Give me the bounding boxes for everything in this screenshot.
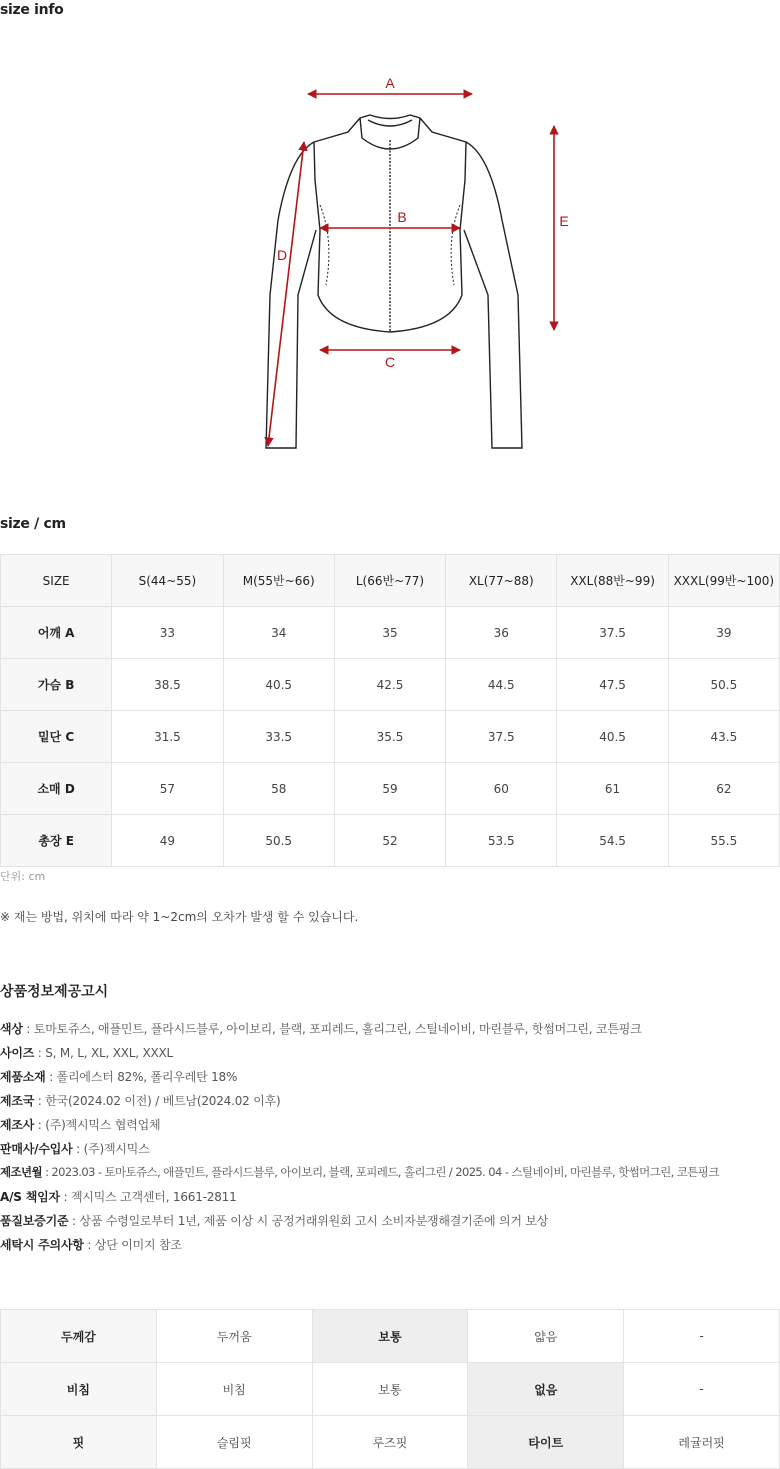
feel-label: 두께감 <box>1 1310 157 1363</box>
table-cell: 37.5 <box>446 711 557 763</box>
label-a: A <box>385 75 395 91</box>
feel-option: 두꺼움 <box>156 1310 312 1363</box>
table-cell: 36 <box>446 607 557 659</box>
table-cell: 39 <box>668 607 779 659</box>
table-cell: 58 <box>223 763 334 815</box>
table-row <box>1 815 780 867</box>
table-cell: 31.5 <box>112 711 223 763</box>
table-cell: 62 <box>668 763 779 815</box>
table-cell: 57 <box>112 763 223 815</box>
table-cell: 33.5 <box>223 711 334 763</box>
table-row <box>1 659 780 711</box>
table-cell: 35.5 <box>334 711 445 763</box>
notice-value: : 폴리에스터 82%, 폴리우레탄 18% <box>45 1070 238 1084</box>
measure-note: ※ 재는 방법, 위치에 따라 약 1~2cm의 오차가 발생 할 수 있습니다. <box>0 910 359 924</box>
size-header: M(55반~66) <box>223 555 334 607</box>
label-c: C <box>384 354 396 370</box>
size-header: XL(77~88) <box>446 555 557 607</box>
notice-value: : 2023.03 - 토마토쥬스, 애플민트, 플라시드블루, 아이보리, 블랙, 포피레드, 홀리그린 / 2025. 04 - 스틸네이비, 마린블루, 핫썸머그린, 코튼핑크 <box>42 1165 719 1179</box>
feel-option-selected: 없음 <box>468 1363 624 1416</box>
size-cm-title: size / cm <box>0 516 66 532</box>
table-row <box>1 607 780 659</box>
notice-value: : (주)젝시믹스 협력업체 <box>34 1118 161 1132</box>
feel-option: 비침 <box>156 1363 312 1416</box>
table-cell: 34 <box>223 607 334 659</box>
table-cell: 54.5 <box>557 815 668 867</box>
table-row <box>1 1363 780 1416</box>
notice-key: A/S 책임자 <box>0 1190 60 1204</box>
notice-row <box>0 1212 780 1236</box>
table-cell: 35 <box>334 607 445 659</box>
feel-option: 보통 <box>312 1363 468 1416</box>
feel-option-selected: 타이트 <box>468 1416 624 1469</box>
size-info-title: size info <box>0 2 64 18</box>
notice-row <box>0 1044 780 1068</box>
notice-row <box>0 1116 780 1140</box>
table-cell: 33 <box>112 607 223 659</box>
label-d: D <box>276 247 288 263</box>
feel-option: 레귤러핏 <box>624 1416 780 1469</box>
row-label: 어깨 A <box>1 607 112 659</box>
fit-feel-table <box>0 1309 780 1469</box>
feel-option: 슬림핏 <box>156 1416 312 1469</box>
table-cell: 55.5 <box>668 815 779 867</box>
notice-row <box>0 1092 780 1116</box>
size-header-row <box>1 555 780 607</box>
notice-value: : (주)젝시믹스 <box>72 1142 150 1156</box>
row-label: 밑단 C <box>1 711 112 763</box>
notice-value: : 토마토쥬스, 애플민트, 플라시드블루, 아이보리, 블랙, 포피레드, 홀리그린, 스틸네이비, 마린블루, 핫썸머그린, 코튼핑크 <box>22 1022 642 1036</box>
table-row <box>1 1310 780 1363</box>
notice-row <box>0 1020 780 1044</box>
row-label: 소매 D <box>1 763 112 815</box>
table-cell: 44.5 <box>446 659 557 711</box>
unit-note: 단위: cm <box>0 870 46 883</box>
table-cell: 40.5 <box>557 711 668 763</box>
table-cell: 59 <box>334 763 445 815</box>
notice-key: 품질보증기준 <box>0 1214 69 1228</box>
notice-row <box>0 1068 780 1092</box>
notice-title: 상품정보제공고시 <box>0 984 109 1000</box>
notice-key: 제품소재 <box>0 1070 46 1084</box>
feel-option: - <box>624 1310 780 1363</box>
notice-key: 제조국 <box>0 1094 35 1108</box>
size-header: XXL(88반~99) <box>557 555 668 607</box>
feel-label: 핏 <box>1 1416 157 1469</box>
notice-key: 세탁시 주의사항 <box>0 1238 84 1252</box>
table-cell: 53.5 <box>446 815 557 867</box>
notice-value: : S, M, L, XL, XXL, XXXL <box>34 1046 174 1060</box>
row-label: 총장 E <box>1 815 112 867</box>
size-header: S(44~55) <box>112 555 223 607</box>
notice-row <box>0 1188 780 1212</box>
size-header-label: SIZE <box>1 555 112 607</box>
table-cell: 40.5 <box>223 659 334 711</box>
notice-value: : 상품 수령일로부터 1년, 제품 이상 시 공정거래위원회 고시 소비자분쟁해결기준에 의거 보상 <box>68 1214 549 1228</box>
notice-key: 색상 <box>0 1022 23 1036</box>
table-cell: 61 <box>557 763 668 815</box>
jacket-outline <box>266 115 522 448</box>
product-notice <box>0 1020 780 1260</box>
notice-value: : 젝시믹스 고객센터, 1661-2811 <box>59 1190 237 1204</box>
table-row <box>1 763 780 815</box>
table-cell: 50.5 <box>668 659 779 711</box>
row-label: 가슴 B <box>1 659 112 711</box>
size-header: XXXL(99반~100) <box>668 555 779 607</box>
notice-value: : 한국(2024.02 이전) / 베트남(2024.02 이후) <box>34 1094 281 1108</box>
feel-option-selected: 보통 <box>312 1310 468 1363</box>
notice-value: : 상단 이미지 참조 <box>83 1238 182 1252</box>
table-cell: 47.5 <box>557 659 668 711</box>
notice-row <box>0 1236 780 1260</box>
notice-key: 제조년월 <box>0 1165 43 1179</box>
table-cell: 38.5 <box>112 659 223 711</box>
table-cell: 49 <box>112 815 223 867</box>
garment-diagram <box>250 70 600 460</box>
label-b: B <box>397 209 407 225</box>
feel-option: 얇음 <box>468 1310 624 1363</box>
table-cell: 60 <box>446 763 557 815</box>
notice-row <box>0 1164 780 1188</box>
table-cell: 42.5 <box>334 659 445 711</box>
table-cell: 37.5 <box>557 607 668 659</box>
size-header: L(66반~77) <box>334 555 445 607</box>
table-cell: 43.5 <box>668 711 779 763</box>
feel-option: - <box>624 1363 780 1416</box>
notice-key: 사이즈 <box>0 1046 35 1060</box>
notice-row <box>0 1140 780 1164</box>
size-table <box>0 554 780 867</box>
table-cell: 50.5 <box>223 815 334 867</box>
table-row <box>1 711 780 763</box>
measure-arrows <box>268 94 554 446</box>
feel-label: 비침 <box>1 1363 157 1416</box>
table-cell: 52 <box>334 815 445 867</box>
notice-key: 제조사 <box>0 1118 35 1132</box>
table-row <box>1 1416 780 1469</box>
feel-option: 루즈핏 <box>312 1416 468 1469</box>
notice-key: 판매사/수입사 <box>0 1142 73 1156</box>
label-e: E <box>559 213 569 229</box>
